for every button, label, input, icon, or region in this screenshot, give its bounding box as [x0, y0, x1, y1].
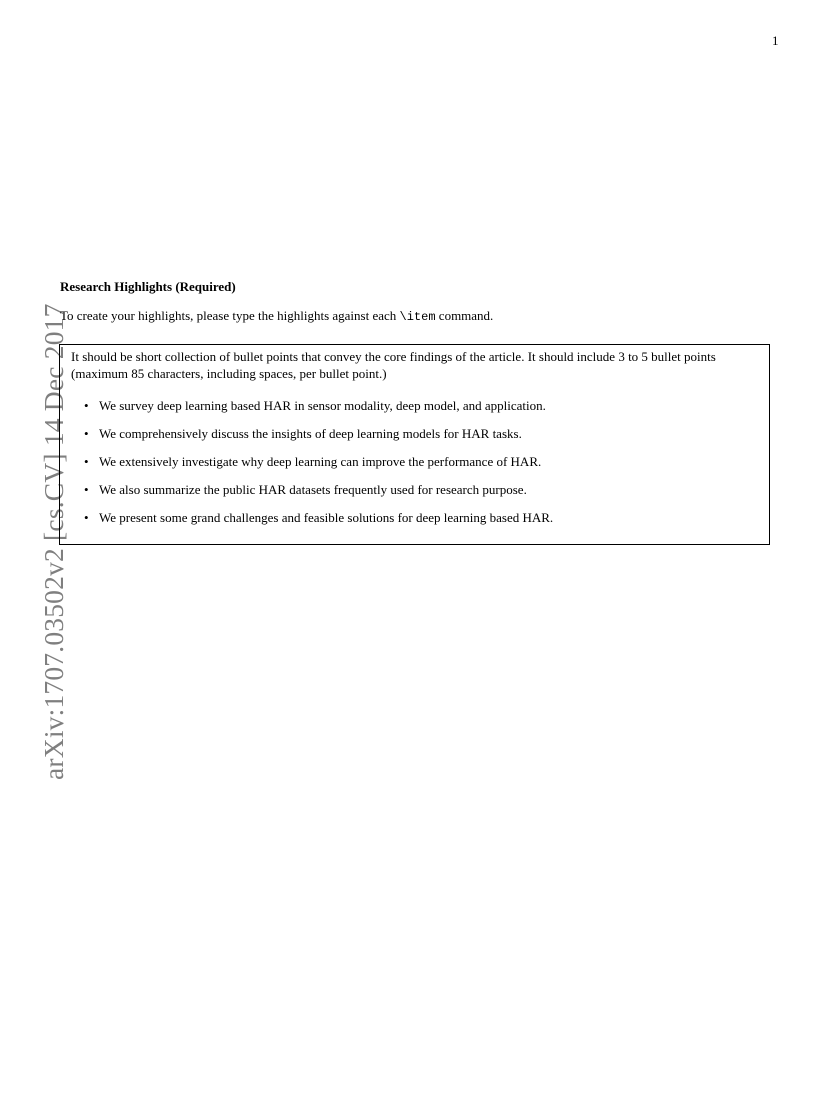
- instruction-code: \item: [399, 310, 436, 324]
- box-intro: It should be short collection of bullet points that convey the core findings of the article. It should include 3 to 5 bullet points (maximum 85 characters, including spaces, per bullet point.): [71, 349, 716, 381]
- list-item-text: We comprehensively discuss the insights of deep learning models for HAR tasks.: [99, 426, 522, 441]
- bullet-icon: •: [84, 510, 89, 525]
- bullet-icon: •: [84, 482, 89, 497]
- list-item: [84, 481, 553, 509]
- bullet-icon: •: [84, 398, 89, 413]
- highlights-list: [84, 397, 553, 537]
- highlights-title: Research Highlights (Required): [60, 279, 236, 294]
- list-item-text: We also summarize the public HAR datasets frequently used for research purpose.: [99, 482, 527, 497]
- highlights-instructions: [60, 308, 493, 324]
- bullet-icon: •: [84, 426, 89, 441]
- list-item-text: We survey deep learning based HAR in sensor modality, deep model, and application.: [99, 398, 546, 413]
- bullet-icon: •: [84, 454, 89, 469]
- instruction-suffix: command.: [435, 308, 494, 323]
- list-item-text: We present some grand challenges and feasible solutions for deep learning based HAR.: [99, 510, 554, 525]
- highlights-box: [59, 344, 770, 545]
- instruction-prefix: To create your highlights, please type the highlights against each: [60, 308, 400, 323]
- list-item: [84, 453, 553, 481]
- list-item: [84, 509, 553, 537]
- list-item-text: We extensively investigate why deep learning can improve the performance of HAR.: [99, 454, 542, 469]
- arxiv-stamp: arXiv:1707.03502v2 [cs.CV] 14 Dec 2017: [38, 303, 69, 780]
- page-number: 1: [772, 33, 779, 48]
- list-item: [84, 397, 553, 425]
- list-item: [84, 425, 553, 453]
